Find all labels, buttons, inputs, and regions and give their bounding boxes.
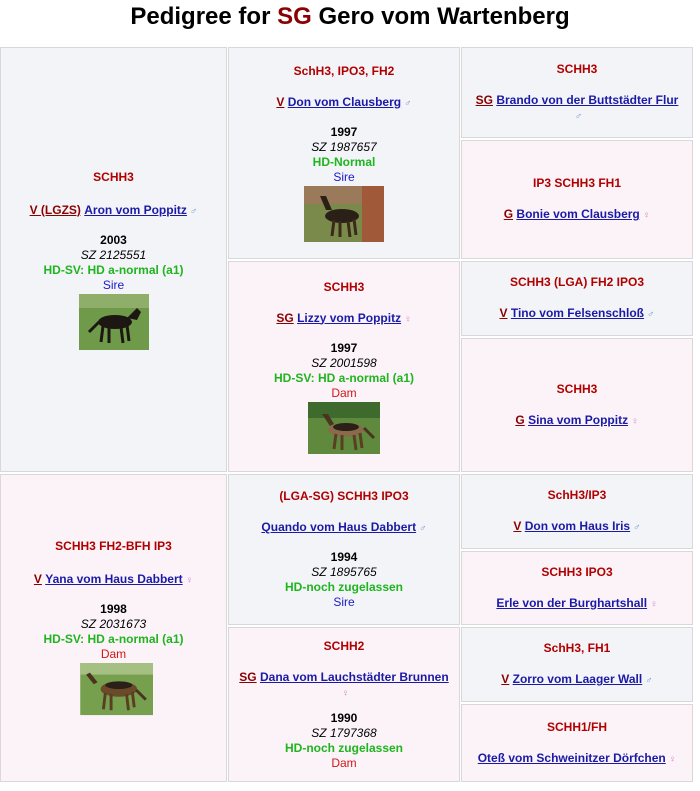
dam-sire-hd-rating: HD-noch zugelassen bbox=[284, 580, 404, 594]
gen3-titles: SCHH3 bbox=[556, 61, 598, 76]
gen3-name-link[interactable]: Zorro vom Laager Wall bbox=[512, 672, 643, 686]
gen3-name-line bbox=[501, 672, 652, 688]
gen3-name-line bbox=[496, 596, 657, 612]
gen3-titles: SCHH3 (LGA) FH2 IPO3 bbox=[509, 275, 644, 289]
gen3-titles: SchH3, FH1 bbox=[543, 641, 611, 655]
sire-role: Sire bbox=[102, 277, 125, 292]
dam-sire-name-link[interactable]: Quando vom Haus Dabbert bbox=[261, 520, 417, 534]
gen3-name-link[interactable]: Brando von der Buttstädter Flur bbox=[496, 92, 679, 107]
page-title-prefix: Pedigree for bbox=[130, 3, 271, 30]
gen3-rating[interactable]: G bbox=[503, 207, 514, 221]
dam-dam-titles: SCHH2 bbox=[323, 638, 365, 653]
dam-dam-registration: SZ 1797368 bbox=[311, 725, 377, 740]
gen3-name-link[interactable]: Sina vom Poppitz bbox=[528, 412, 629, 427]
sire-sire-name-line bbox=[276, 95, 411, 111]
sire-sire-hd-rating: HD-Normal bbox=[312, 155, 376, 169]
sire-dam-photo[interactable] bbox=[308, 402, 380, 454]
gen3-titles: IP3 SCHH3 FH1 bbox=[532, 176, 622, 190]
gen3-cell-1 bbox=[461, 47, 693, 138]
dam-sire-year: 1994 bbox=[330, 550, 358, 564]
dam-sire-name-line bbox=[261, 520, 426, 536]
gen3-cell-4 bbox=[461, 338, 693, 472]
sire-sire-year: 1997 bbox=[330, 125, 358, 139]
page-title-dog-title: SG bbox=[277, 3, 312, 30]
female-icon: ♀ bbox=[341, 687, 350, 699]
gen3-titles: SCHH1/FH bbox=[546, 719, 607, 734]
sire-hd-rating: HD-SV: HD a-normal (a1) bbox=[43, 262, 184, 277]
gen3-cell-6 bbox=[461, 551, 693, 625]
gen3-name-line bbox=[513, 519, 640, 535]
gen3-rating[interactable]: V bbox=[501, 672, 510, 686]
sire-name-line bbox=[30, 203, 198, 219]
sire-dam-year: 1997 bbox=[330, 340, 358, 355]
gen3-rating[interactable]: G bbox=[515, 412, 525, 427]
dam-dam-name-line bbox=[239, 670, 448, 701]
gen3-name-link[interactable]: Erle von der Burghartshall bbox=[496, 595, 648, 610]
male-icon: ♂ bbox=[404, 98, 412, 109]
dam-role: Dam bbox=[100, 647, 127, 661]
sire-sire-registration: SZ 1987657 bbox=[311, 140, 377, 154]
female-icon: ♀ bbox=[668, 753, 677, 765]
gen3-rating[interactable]: V bbox=[499, 306, 508, 320]
sire-dam-rating[interactable]: SG bbox=[276, 310, 294, 325]
sire-year: 2003 bbox=[100, 232, 127, 247]
gen3-cell-2 bbox=[461, 140, 693, 259]
gen3-name-line bbox=[478, 751, 677, 767]
dam-dam-cell bbox=[228, 627, 460, 782]
gen3-titles: SCHH3 IPO3 bbox=[541, 564, 613, 579]
sire-rating[interactable]: V (LGZS) bbox=[29, 202, 81, 217]
male-icon: ♂ bbox=[189, 205, 198, 217]
sire-sire-name-link[interactable]: Don vom Clausberg bbox=[287, 95, 402, 109]
sire-dam-cell bbox=[228, 261, 460, 472]
dam-registration: SZ 2031673 bbox=[80, 617, 147, 631]
male-icon: ♂ bbox=[647, 309, 655, 320]
sire-dam-name-line bbox=[276, 311, 411, 327]
gen3-titles: SchH3/IP3 bbox=[547, 488, 607, 502]
sire-sire-role: Sire bbox=[333, 170, 355, 184]
sire-dam-registration: SZ 2001598 bbox=[311, 355, 377, 370]
sire-photo[interactable] bbox=[79, 294, 149, 350]
gen3-cell-7 bbox=[461, 627, 693, 702]
dam-sire-titles: (LGA-SG) SCHH3 IPO3 bbox=[279, 489, 409, 503]
gen3-name-line bbox=[515, 413, 638, 429]
dam-year: 1998 bbox=[100, 602, 127, 616]
page-title bbox=[0, 0, 700, 34]
sire-name-link[interactable]: Aron vom Poppitz bbox=[84, 202, 187, 217]
gen3-rating[interactable]: V bbox=[513, 519, 522, 533]
dam-titles: SCHH3 FH2-BFH IP3 bbox=[55, 539, 172, 553]
dam-cell bbox=[0, 474, 227, 782]
dam-sire-registration: SZ 1895765 bbox=[311, 565, 377, 579]
sire-dam-hd-rating: HD-SV: HD a-normal (a1) bbox=[273, 370, 415, 385]
dam-dam-hd-rating: HD-noch zugelassen bbox=[284, 740, 404, 755]
sire-registration: SZ 2125551 bbox=[80, 247, 147, 262]
sire-sire-cell bbox=[228, 47, 460, 259]
gen3-cell-5 bbox=[461, 474, 693, 549]
female-icon: ♀ bbox=[404, 313, 412, 325]
male-icon: ♂ bbox=[645, 675, 653, 686]
gen3-name-link[interactable]: Tino vom Felsenschloß bbox=[510, 306, 644, 320]
dam-dam-role: Dam bbox=[331, 755, 357, 770]
female-icon: ♀ bbox=[650, 598, 658, 610]
dam-rating[interactable]: V bbox=[33, 572, 42, 586]
male-icon: ♂ bbox=[633, 522, 641, 533]
sire-dam-titles: SCHH3 bbox=[323, 279, 365, 294]
gen3-name-link[interactable]: Don vom Haus Iris bbox=[524, 519, 631, 533]
sire-titles: SCHH3 bbox=[93, 169, 134, 184]
gen3-titles: SCHH3 bbox=[556, 381, 598, 396]
gen3-name-line bbox=[504, 207, 651, 223]
sire-sire-rating[interactable]: V bbox=[276, 95, 285, 109]
page-title-dog-name: Gero vom Wartenberg bbox=[318, 3, 570, 30]
male-icon: ♂ bbox=[574, 110, 583, 122]
dam-hd-rating: HD-SV: HD a-normal (a1) bbox=[43, 632, 184, 646]
sire-dam-role: Dam bbox=[331, 385, 357, 400]
dam-name-link[interactable]: Yana vom Haus Dabbert bbox=[45, 572, 183, 586]
gen3-cell-8 bbox=[461, 704, 693, 782]
dam-sire-role: Sire bbox=[333, 595, 355, 609]
dam-dam-year: 1990 bbox=[330, 710, 358, 725]
female-icon: ♀ bbox=[631, 415, 639, 427]
male-icon: ♂ bbox=[419, 523, 427, 534]
gen3-name-line bbox=[500, 306, 655, 322]
dam-photo[interactable] bbox=[75, 663, 153, 717]
gen3-cell-3 bbox=[461, 261, 693, 336]
dam-dam-name-link[interactable]: Dana vom Lauchstädter Brunnen bbox=[259, 669, 449, 684]
dam-name-line bbox=[34, 572, 193, 588]
dam-dam-rating[interactable]: SG bbox=[239, 669, 257, 684]
dam-sire-cell bbox=[228, 474, 460, 625]
female-icon: ♀ bbox=[185, 575, 194, 586]
gen3-name-link[interactable]: Oteß vom Schweinitzer Dörfchen bbox=[477, 750, 666, 765]
sire-cell bbox=[0, 47, 227, 472]
gen3-name-line bbox=[476, 93, 679, 124]
gen3-rating[interactable]: SG bbox=[475, 92, 493, 107]
sire-dam-name-link[interactable]: Lizzy vom Poppitz bbox=[297, 310, 402, 325]
sire-sire-photo[interactable] bbox=[304, 186, 384, 242]
gen3-name-link[interactable]: Bonie vom Clausberg bbox=[516, 207, 640, 221]
female-icon: ♀ bbox=[642, 210, 651, 221]
sire-sire-titles: SchH3, IPO3, FH2 bbox=[293, 64, 395, 78]
